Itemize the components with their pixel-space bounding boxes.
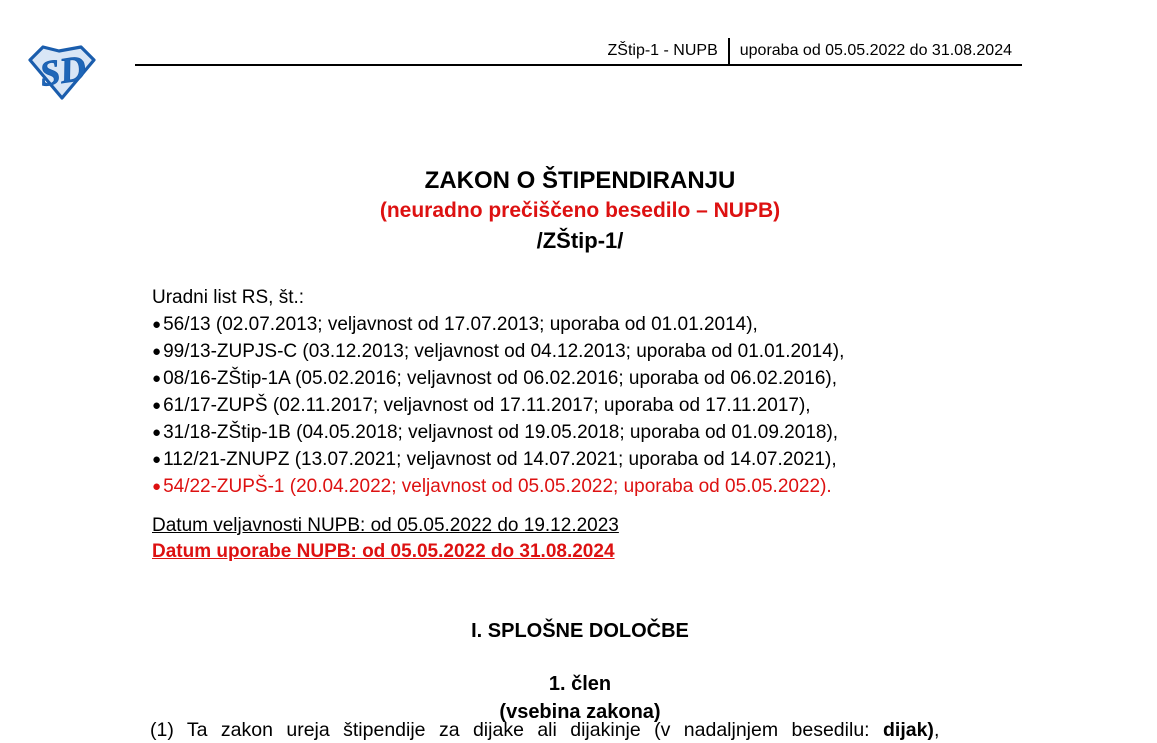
usage-date-line: Datum uporabe NUPB: od 05.05.2022 do 31.08.2024 [152,541,615,562]
gazette-item-text: 08/16-ZŠtip-1A (05.02.2016; veljavnost od 06.02.2016; uporaba od 06.02.2016), [163,368,838,389]
chapter-heading: I. SPLOŠNE DOLOČBE [471,620,689,642]
law-short-code: /ZŠtip-1/ [536,228,624,253]
sd-diamond-logo-icon [26,42,98,102]
gazette-item-current [152,473,1042,500]
section-block [135,619,1025,724]
gazette-item [152,446,1042,473]
article-paragraph [150,717,1045,743]
header-usage-range: uporaba od 05.05.2022 do 31.08.2024 [739,42,1012,59]
gazette-item-text: 56/13 (02.07.2013; veljavnost od 17.07.2013; uporaba od 01.01.2014), [163,314,758,335]
gazette-item [152,392,1042,419]
bullet-icon: ● [152,397,162,414]
gazette-item [152,311,1042,338]
gazette-block [152,284,1042,500]
header-doc-code: ZŠtip-1 - NUPB [607,42,718,59]
gazette-item-text: 31/18-ZŠtip-1B (04.05.2018; veljavnost od 19.05.2018; uporaba od 01.09.2018), [163,422,839,443]
law-subtitle: (neuradno prečiščeno besedilo – NUPB) [379,199,781,222]
bullet-icon: ● [152,316,162,333]
validity-block [152,513,619,565]
bullet-icon: ● [152,478,162,495]
gazette-list [152,311,1042,500]
svg-text:SD: SD [36,47,89,95]
bullet-icon: ● [152,343,162,360]
article-number: 1. člen [548,673,612,695]
gazette-item [152,338,1042,365]
gazette-intro: Uradni list RS, št.: [152,287,305,308]
bullet-icon: ● [152,451,162,468]
gazette-item-text: 112/21-ZNUPZ (13.07.2021; veljavnost od 14.07.2021; uporaba od 14.07.2021), [163,449,837,470]
page-header [135,36,1022,66]
paragraph-text-end: , [933,719,940,741]
gazette-item-text: 61/17-ZUPŠ (02.11.2017; veljavnost od 17.11.2017; uporaba od 17.11.2017), [163,395,811,416]
article-subtitle: (vsebina zakona) [499,701,661,723]
bullet-icon: ● [152,370,162,387]
gazette-item-text: 54/22-ZUPŠ-1 (20.04.2022; veljavnost od 05.05.2022; uporaba od 05.05.2022). [163,476,832,497]
gazette-item [152,419,1042,446]
gazette-item-text: 99/13-ZUPJS-C (03.12.2013; veljavnost od 04.12.2013; uporaba od 01.01.2014), [163,341,845,362]
gazette-item [152,365,1042,392]
paragraph-text: (1) Ta zakon ureja štipendije za dijake ali dijakinje (v nadaljnjem besedilu: [150,719,883,741]
bullet-icon: ● [152,424,162,441]
title-block [135,166,1025,256]
law-title: ZAKON O ŠTIPENDIRANJU [424,167,736,194]
validity-date-line: Datum veljavnosti NUPB: od 05.05.2022 do 19.12.2023 [152,515,619,536]
paragraph-bold-term: dijak) [883,719,934,741]
